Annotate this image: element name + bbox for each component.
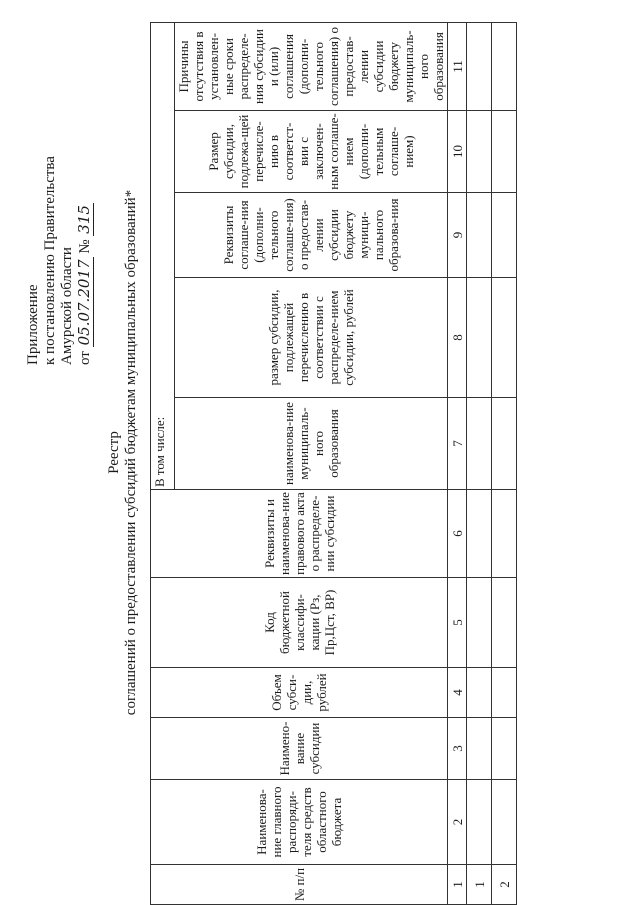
table-cell (492, 278, 517, 398)
header-budget-code: Код бюджетной классифи-кации (Рз, Пр,Цст, ВР) (151, 578, 448, 668)
column-numbers-row (448, 22, 467, 904)
column-number: 7 (448, 398, 467, 490)
document-subtitle: соглашений о предоставлении субсидий бюджетам муниципальных образований* (123, 189, 139, 716)
column-number: 8 (448, 278, 467, 398)
table-cell (467, 718, 492, 780)
column-number: 1 (448, 865, 467, 905)
column-number: 6 (448, 490, 467, 578)
table-cell (467, 490, 492, 578)
table-cell (492, 490, 517, 578)
registry-table (150, 22, 517, 905)
header-reasons-absence: Причины отсутствия в установлен-ные сроки распределе-ния субсидии и (или) соглашения (дополни-тельного соглашения) о предостав-лении субсидии бюджету муниципаль-ного образования (175, 22, 448, 110)
table-row (492, 22, 517, 904)
date-prefix: от (77, 351, 93, 365)
table-cell (492, 780, 517, 865)
column-number: 5 (448, 578, 467, 668)
header-agreement-details: Реквизиты соглаше-ния (дополни-тельного соглаше-ния) о предостав-лении субсидии бюджету муници-пального образова-ния (175, 193, 448, 278)
appendix-label: Приложение (25, 284, 41, 365)
table-cell (467, 398, 492, 490)
column-number: 11 (448, 22, 467, 110)
table-cell (492, 718, 517, 780)
header-subsidy-name: Наимено-вание субсидии (151, 718, 448, 780)
table-cell (467, 780, 492, 865)
appendix-region: Амурской области (59, 247, 75, 365)
row-number: 2 (492, 865, 517, 905)
column-number: 10 (448, 111, 467, 193)
column-number: 9 (448, 193, 467, 278)
number-prefix: № (77, 239, 93, 254)
row-number: 1 (467, 865, 492, 905)
table-cell (492, 22, 517, 110)
document-title: Реестр (106, 431, 122, 474)
table-cell (492, 578, 517, 668)
appendix-decree: к постановлению Правительства (42, 156, 58, 365)
table-cell (467, 193, 492, 278)
column-number: 3 (448, 718, 467, 780)
handwritten-number: 315 (75, 205, 93, 234)
header-amount-by-agreement: Размер субсидии, подлежа-щей перечисле-нию в соответст-вии с заключен-ным соглаше-нием (дополни-тельным соглаше-нием) (175, 111, 448, 193)
header-in-that-number: В том числе: (151, 22, 175, 489)
header-number: № п/п (151, 865, 448, 905)
table-row (467, 22, 492, 904)
appendix-block (25, 5, 94, 365)
header-subsidy-amount: размер субсидии, подлежащей перечислению в соответствии с распределе-нием субсидии, рублей (175, 278, 448, 398)
column-number: 4 (448, 668, 467, 718)
table-cell (467, 578, 492, 668)
header-subsidy-volume: Объем субси-дии, рублей (151, 668, 448, 718)
header-legal-act: Реквизиты и наименова-ние правового акта о распределе-нии субсидии (151, 490, 448, 578)
table-cell (467, 111, 492, 193)
table-cell (492, 193, 517, 278)
table-cell (467, 278, 492, 398)
table-cell (467, 22, 492, 110)
appendix-date-line (76, 5, 94, 365)
column-number: 2 (448, 780, 467, 865)
header-municipality: наименова-ние муниципаль-ного образования (175, 398, 448, 490)
header-main-administrator: Наименова-ние главного распоряди-теля средств областного бюджета (151, 780, 448, 865)
table-cell (492, 111, 517, 193)
handwritten-date: 05.07.2017 (75, 259, 93, 346)
table-cell (467, 668, 492, 718)
table-cell (492, 398, 517, 490)
table-cell (492, 668, 517, 718)
